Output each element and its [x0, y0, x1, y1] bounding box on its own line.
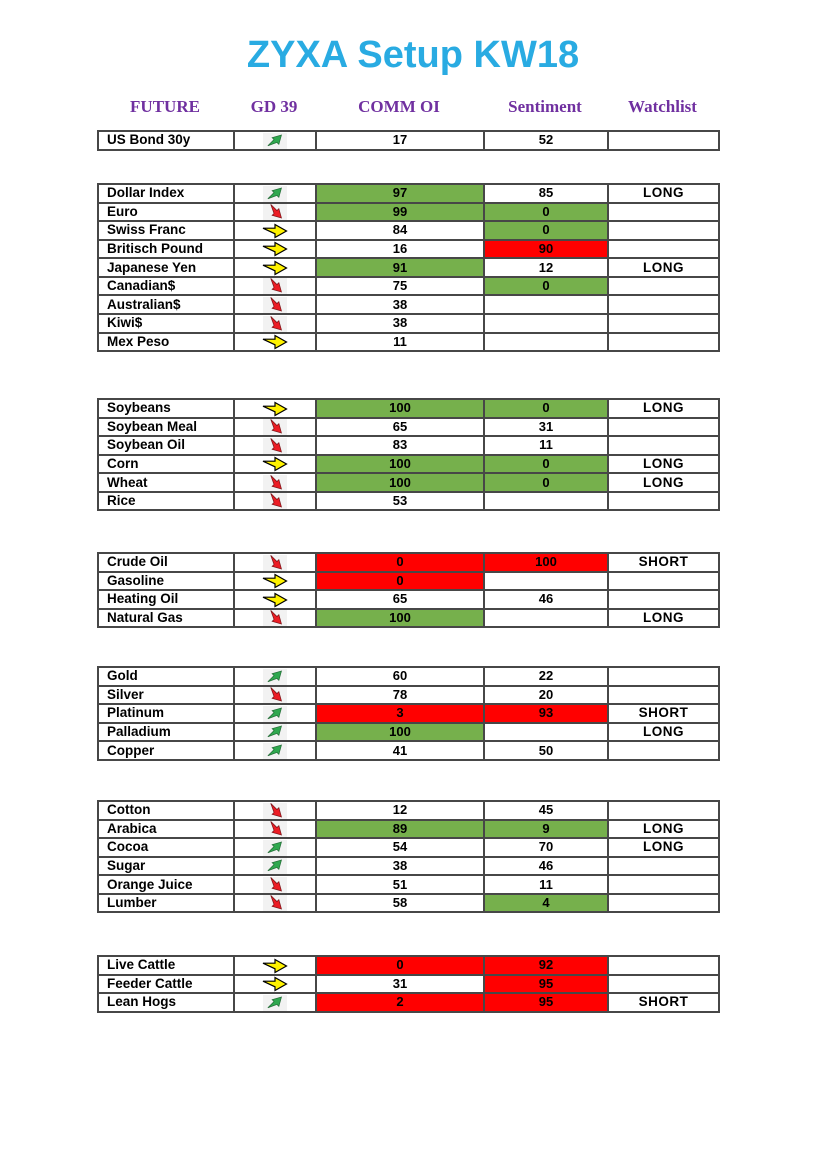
trend-icon-frame	[263, 610, 287, 626]
comm-oi-value: 53	[316, 492, 484, 511]
comm-oi-value: 100	[316, 723, 484, 742]
sentiment-value: 0	[484, 221, 608, 240]
trend-icon-frame	[263, 895, 287, 911]
future-label: Crude Oil	[98, 553, 234, 572]
table-row	[98, 492, 719, 511]
sentiment-value: 11	[484, 436, 608, 455]
trend-sideways-arrow-icon	[262, 241, 288, 257]
sentiment-value: 93	[484, 704, 608, 723]
sentiment-value: 100	[484, 553, 608, 572]
trend-cell	[234, 131, 316, 150]
table-row	[98, 801, 719, 820]
future-label: Platinum	[98, 704, 234, 723]
table-row	[98, 667, 719, 686]
column-header-watchlist: Watchlist	[628, 97, 697, 116]
table-row	[98, 572, 719, 591]
trend-up-arrow-icon	[264, 667, 286, 686]
future-label: Euro	[98, 203, 234, 222]
comm-oi-value: 17	[316, 131, 484, 150]
comm-oi-value: 83	[316, 436, 484, 455]
comm-oi-value: 38	[316, 857, 484, 876]
future-label: Feeder Cattle	[98, 975, 234, 994]
future-label: Britisch Pound	[98, 240, 234, 259]
trend-cell	[234, 240, 316, 259]
sentiment-value	[484, 609, 608, 628]
trend-cell	[234, 184, 316, 203]
trend-up-arrow-icon	[264, 838, 286, 857]
table-row	[98, 314, 719, 333]
comm-oi-value: 2	[316, 993, 484, 1012]
sentiment-value	[484, 723, 608, 742]
trend-cell	[234, 333, 316, 352]
table-row	[98, 277, 719, 296]
sentiment-value: 0	[484, 455, 608, 474]
trend-down-arrow-icon	[264, 553, 286, 572]
trend-cell	[234, 221, 316, 240]
trend-cell	[234, 820, 316, 839]
watchlist-label	[608, 590, 719, 609]
future-label: Cocoa	[98, 838, 234, 857]
trend-down-arrow-icon	[264, 277, 286, 296]
column-header-gd39: GD 39	[250, 97, 298, 116]
comm-oi-value: 0	[316, 572, 484, 591]
trend-cell	[234, 875, 316, 894]
comm-oi-value: 89	[316, 820, 484, 839]
trend-cell	[234, 418, 316, 437]
watchlist-label	[608, 875, 719, 894]
comm-oi-value: 100	[316, 609, 484, 628]
trend-down-arrow-icon	[264, 436, 286, 455]
trend-down-arrow-icon	[264, 314, 286, 333]
sentiment-value: 50	[484, 741, 608, 760]
table-row	[98, 436, 719, 455]
trend-cell	[234, 609, 316, 628]
trend-cell	[234, 492, 316, 511]
trend-cell	[234, 686, 316, 705]
trend-down-arrow-icon	[264, 875, 286, 894]
future-label: Sugar	[98, 857, 234, 876]
trend-down-arrow-icon	[264, 609, 286, 628]
sentiment-value: 46	[484, 590, 608, 609]
table-row	[98, 686, 719, 705]
trend-icon-frame	[263, 803, 287, 819]
table-row	[98, 820, 719, 839]
future-label: Wheat	[98, 473, 234, 492]
table-row	[98, 399, 719, 418]
future-label: Natural Gas	[98, 609, 234, 628]
future-label: Copper	[98, 741, 234, 760]
trend-icon-frame	[263, 724, 287, 740]
trend-cell	[234, 258, 316, 277]
trend-sideways-arrow-icon	[262, 401, 288, 417]
sentiment-value	[484, 572, 608, 591]
comm-oi-value: 0	[316, 956, 484, 975]
future-label: Australian$	[98, 295, 234, 314]
future-label: Orange Juice	[98, 875, 234, 894]
trend-cell	[234, 455, 316, 474]
trend-icon-frame	[263, 133, 287, 149]
watchlist-label	[608, 857, 719, 876]
sentiment-value: 9	[484, 820, 608, 839]
trend-cell	[234, 993, 316, 1012]
sentiment-value: 0	[484, 399, 608, 418]
trend-icon-frame	[263, 858, 287, 874]
trend-down-arrow-icon	[264, 473, 286, 492]
future-label: Swiss Franc	[98, 221, 234, 240]
comm-oi-value: 51	[316, 875, 484, 894]
sentiment-value: 0	[484, 277, 608, 296]
trend-cell	[234, 277, 316, 296]
future-label: Lumber	[98, 894, 234, 913]
comm-oi-value: 11	[316, 333, 484, 352]
softs-table	[97, 800, 720, 913]
column-header-sentiment: Sentiment	[508, 97, 582, 116]
watchlist-label	[608, 572, 719, 591]
column-header-comm-oi: COMM OI	[358, 97, 440, 116]
column-headers	[97, 97, 718, 117]
table-row	[98, 418, 719, 437]
comm-oi-value: 100	[316, 473, 484, 492]
future-label: Palladium	[98, 723, 234, 742]
sentiment-value: 92	[484, 956, 608, 975]
trend-cell	[234, 956, 316, 975]
comm-oi-value: 78	[316, 686, 484, 705]
sentiment-value: 70	[484, 838, 608, 857]
watchlist-label	[608, 240, 719, 259]
watchlist-label	[608, 277, 719, 296]
trend-icon-frame	[263, 840, 287, 856]
comm-oi-value: 3	[316, 704, 484, 723]
page-title: ZYXA Setup KW18	[246, 34, 580, 76]
watchlist-label	[608, 221, 719, 240]
table-row	[98, 993, 719, 1012]
trend-down-arrow-icon	[264, 418, 286, 437]
watchlist-label: LONG	[608, 258, 719, 277]
sentiment-value	[484, 295, 608, 314]
table-row	[98, 553, 719, 572]
comm-oi-value: 0	[316, 553, 484, 572]
sentiment-value: 22	[484, 667, 608, 686]
sentiment-value: 11	[484, 875, 608, 894]
watchlist-label	[608, 894, 719, 913]
comm-oi-value: 97	[316, 184, 484, 203]
watchlist-label: LONG	[608, 184, 719, 203]
sentiment-value: 90	[484, 240, 608, 259]
sentiment-value: 95	[484, 993, 608, 1012]
metals-table	[97, 666, 720, 761]
trend-icon-frame	[263, 687, 287, 703]
future-label: Mex Peso	[98, 333, 234, 352]
future-label: Soybeans	[98, 399, 234, 418]
trend-icon-frame	[261, 223, 289, 239]
trend-icon-frame	[263, 995, 287, 1011]
sentiment-value: 95	[484, 975, 608, 994]
future-label: Silver	[98, 686, 234, 705]
trend-sideways-arrow-icon	[262, 223, 288, 239]
table-row	[98, 741, 719, 760]
watchlist-label	[608, 975, 719, 994]
trend-icon-frame	[263, 278, 287, 294]
comm-oi-value: 65	[316, 590, 484, 609]
trend-icon-frame	[261, 976, 289, 992]
sentiment-value	[484, 333, 608, 352]
watchlist-label	[608, 436, 719, 455]
table-row	[98, 609, 719, 628]
trend-sideways-arrow-icon	[262, 260, 288, 276]
trend-sideways-arrow-icon	[262, 456, 288, 472]
watchlist-label: LONG	[608, 838, 719, 857]
table-row	[98, 203, 719, 222]
future-label: US Bond 30y	[98, 131, 234, 150]
table-row	[98, 875, 719, 894]
grains-table	[97, 398, 720, 511]
trend-icon-frame	[261, 573, 289, 589]
table-row	[98, 473, 719, 492]
trend-cell	[234, 314, 316, 333]
trend-icon-frame	[263, 204, 287, 220]
trend-icon-frame	[263, 186, 287, 202]
future-label: Canadian$	[98, 277, 234, 296]
future-label: Cotton	[98, 801, 234, 820]
trend-cell	[234, 857, 316, 876]
trend-down-arrow-icon	[264, 203, 286, 222]
sentiment-value: 0	[484, 203, 608, 222]
trend-sideways-arrow-icon	[262, 334, 288, 350]
trend-icon-frame	[263, 438, 287, 454]
trend-down-arrow-icon	[264, 894, 286, 913]
sentiment-value: 31	[484, 418, 608, 437]
watchlist-label: LONG	[608, 723, 719, 742]
watchlist-label	[608, 314, 719, 333]
comm-oi-value: 12	[316, 801, 484, 820]
trend-down-arrow-icon	[264, 686, 286, 705]
trend-up-arrow-icon	[264, 993, 286, 1012]
comm-oi-value: 91	[316, 258, 484, 277]
comm-oi-value: 31	[316, 975, 484, 994]
table-row	[98, 704, 719, 723]
column-header-future: FUTURE	[130, 97, 200, 116]
future-label: Gasoline	[98, 572, 234, 591]
trend-icon-frame	[261, 456, 289, 472]
trend-cell	[234, 590, 316, 609]
comm-oi-value: 100	[316, 455, 484, 474]
comm-oi-value: 75	[316, 277, 484, 296]
watchlist-label: LONG	[608, 473, 719, 492]
trend-cell	[234, 203, 316, 222]
trend-sideways-arrow-icon	[262, 573, 288, 589]
watchlist-label	[608, 333, 719, 352]
trend-icon-frame	[263, 743, 287, 759]
watchlist-label	[608, 801, 719, 820]
table-row	[98, 455, 719, 474]
watchlist-label	[608, 418, 719, 437]
table-row	[98, 131, 719, 150]
trend-icon-frame	[263, 821, 287, 837]
sentiment-value: 12	[484, 258, 608, 277]
trend-sideways-arrow-icon	[262, 958, 288, 974]
table-row	[98, 894, 719, 913]
sentiment-value: 0	[484, 473, 608, 492]
trend-icon-frame	[263, 475, 287, 491]
watchlist-label	[608, 956, 719, 975]
us-bond-table	[97, 130, 720, 151]
trend-cell	[234, 741, 316, 760]
trend-cell	[234, 553, 316, 572]
future-label: Soybean Oil	[98, 436, 234, 455]
trend-cell	[234, 473, 316, 492]
table-row	[98, 956, 719, 975]
trend-cell	[234, 704, 316, 723]
sentiment-value: 4	[484, 894, 608, 913]
trend-icon-frame	[261, 241, 289, 257]
table-row	[98, 975, 719, 994]
comm-oi-value: 16	[316, 240, 484, 259]
trend-down-arrow-icon	[264, 492, 286, 511]
sentiment-value: 85	[484, 184, 608, 203]
sentiment-value: 20	[484, 686, 608, 705]
trend-cell	[234, 399, 316, 418]
comm-oi-value: 38	[316, 295, 484, 314]
watchlist-label: SHORT	[608, 704, 719, 723]
trend-up-arrow-icon	[264, 131, 286, 150]
trend-up-arrow-icon	[264, 741, 286, 760]
trend-icon-frame	[263, 297, 287, 313]
trend-down-arrow-icon	[264, 801, 286, 820]
future-label: Gold	[98, 667, 234, 686]
comm-oi-value: 54	[316, 838, 484, 857]
trend-cell	[234, 295, 316, 314]
trend-icon-frame	[261, 592, 289, 608]
future-label: Arabica	[98, 820, 234, 839]
comm-oi-value: 38	[316, 314, 484, 333]
trend-up-arrow-icon	[264, 723, 286, 742]
future-label: Corn	[98, 455, 234, 474]
watchlist-label: LONG	[608, 820, 719, 839]
table-row	[98, 723, 719, 742]
comm-oi-value: 84	[316, 221, 484, 240]
watchlist-label	[608, 203, 719, 222]
watchlist-label: LONG	[608, 399, 719, 418]
sentiment-value	[484, 314, 608, 333]
trend-cell	[234, 667, 316, 686]
comm-oi-value: 41	[316, 741, 484, 760]
future-label: Soybean Meal	[98, 418, 234, 437]
trend-up-arrow-icon	[264, 857, 286, 876]
currencies-table	[97, 183, 720, 352]
trend-cell	[234, 723, 316, 742]
trend-cell	[234, 838, 316, 857]
comm-oi-value: 58	[316, 894, 484, 913]
table-row	[98, 838, 719, 857]
trend-cell	[234, 975, 316, 994]
table-row	[98, 221, 719, 240]
table-row	[98, 857, 719, 876]
trend-icon-frame	[263, 316, 287, 332]
trend-down-arrow-icon	[264, 295, 286, 314]
trend-cell	[234, 894, 316, 913]
trend-icon-frame	[261, 260, 289, 276]
energies-table	[97, 552, 720, 628]
trend-icon-frame	[261, 334, 289, 350]
trend-icon-frame	[263, 877, 287, 893]
comm-oi-value: 99	[316, 203, 484, 222]
table-row	[98, 240, 719, 259]
watchlist-label: SHORT	[608, 553, 719, 572]
watchlist-label	[608, 492, 719, 511]
table-row	[98, 258, 719, 277]
trend-cell	[234, 801, 316, 820]
watchlist-label: LONG	[608, 609, 719, 628]
comm-oi-value: 100	[316, 399, 484, 418]
watchlist-label	[608, 131, 719, 150]
future-label: Lean Hogs	[98, 993, 234, 1012]
meats-table	[97, 955, 720, 1013]
trend-up-arrow-icon	[264, 704, 286, 723]
trend-icon-frame	[263, 555, 287, 571]
trend-icon-frame	[263, 419, 287, 435]
future-label: Rice	[98, 492, 234, 511]
watchlist-label	[608, 667, 719, 686]
watchlist-label	[608, 686, 719, 705]
trend-down-arrow-icon	[264, 820, 286, 839]
table-row	[98, 590, 719, 609]
sentiment-value: 52	[484, 131, 608, 150]
comm-oi-value: 60	[316, 667, 484, 686]
trend-sideways-arrow-icon	[262, 976, 288, 992]
trend-icon-frame	[263, 669, 287, 685]
table-row	[98, 184, 719, 203]
future-label: Live Cattle	[98, 956, 234, 975]
trend-icon-frame	[263, 493, 287, 509]
trend-sideways-arrow-icon	[262, 592, 288, 608]
sentiment-value: 45	[484, 801, 608, 820]
table-row	[98, 295, 719, 314]
watchlist-label: LONG	[608, 455, 719, 474]
sentiment-value: 46	[484, 857, 608, 876]
future-label: Heating Oil	[98, 590, 234, 609]
trend-icon-frame	[261, 958, 289, 974]
comm-oi-value: 65	[316, 418, 484, 437]
sentiment-value	[484, 492, 608, 511]
trend-icon-frame	[263, 706, 287, 722]
trend-icon-frame	[261, 401, 289, 417]
future-label: Japanese Yen	[98, 258, 234, 277]
trend-cell	[234, 436, 316, 455]
future-label: Kiwi$	[98, 314, 234, 333]
watchlist-label	[608, 741, 719, 760]
watchlist-label	[608, 295, 719, 314]
trend-up-arrow-icon	[264, 184, 286, 203]
trend-cell	[234, 572, 316, 591]
table-row	[98, 333, 719, 352]
watchlist-label: SHORT	[608, 993, 719, 1012]
future-label: Dollar Index	[98, 184, 234, 203]
